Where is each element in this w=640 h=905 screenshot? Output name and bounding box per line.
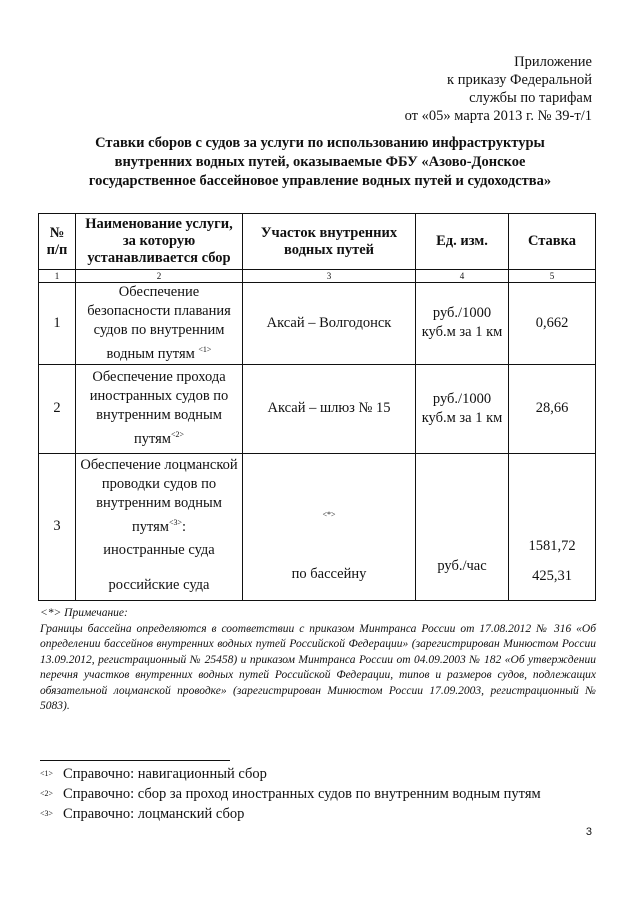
note-label: <*> Примечание: xyxy=(40,607,128,619)
row-number: 2 xyxy=(39,364,76,453)
footnote-mark: <1> xyxy=(198,345,212,354)
page-number: 3 xyxy=(585,826,592,838)
appendix-line: Приложение xyxy=(514,54,592,70)
rate-cell: 28,66 xyxy=(509,364,596,453)
service-cell xyxy=(76,453,243,600)
header-num: № п/п xyxy=(39,214,76,270)
column-number: 3 xyxy=(243,270,416,283)
document-title xyxy=(40,134,600,191)
header-service: Наименование услуги, за которую устанавливается сбор xyxy=(76,214,243,270)
note-text: Границы бассейна определяются в соответствии с приказом Минтранса России от 17.08.2012 № 316 «Об определении бассейнов внутренних водных путей Российской Федерации» (зарегистрирован Минюстом России 13.09.2012, регистрационный № 25458) и приказом Минтранса России от 04.09.2003 № 182 «Об утверждении перечня участков внутренних водных путей Российской Федерации, типов и размеров судов, подлежащих обязательной лоцманской проводке» (зарегистрирован Минюстом России 17.09.2003, регистрационный № 5083). xyxy=(40,622,596,712)
rate-cell xyxy=(509,453,596,600)
unit-cell xyxy=(416,453,509,600)
rate-cell: 0,662 xyxy=(509,283,596,365)
header-area: Участок внутренних водных путей xyxy=(243,214,416,270)
column-number-row xyxy=(39,270,596,283)
footnote-mark: <*> xyxy=(322,509,336,519)
table-row xyxy=(39,364,596,453)
rate-foreign: 1581,72 xyxy=(528,537,576,554)
table-row xyxy=(39,283,596,365)
table-header-row xyxy=(39,214,596,270)
area-text: по бассейну xyxy=(291,565,367,582)
row-number: 1 xyxy=(39,283,76,365)
footnote-item xyxy=(40,764,541,784)
footnote-mark: <2> xyxy=(170,430,185,440)
rates-table xyxy=(38,213,596,601)
header-rate: Ставка xyxy=(509,214,596,270)
footnote-mark: <3> xyxy=(168,517,182,527)
column-number: 2 xyxy=(76,270,243,283)
footnote-mark: <1> xyxy=(40,769,54,778)
rate-russian: 425,31 xyxy=(532,567,572,584)
note-block xyxy=(40,606,596,715)
footnote-text: Справочно: лоцманский сбор xyxy=(63,806,245,822)
sub-foreign-vessels: иностранные суда xyxy=(103,541,215,558)
footnote-divider xyxy=(40,760,230,761)
footnote-mark: <3> xyxy=(40,809,54,818)
footnote-item xyxy=(40,784,541,804)
footnote-text: Справочно: сбор за проход иностранных судов по внутренним водным путям xyxy=(63,786,541,802)
appendix-line: к приказу Федеральной xyxy=(447,72,592,88)
header-unit: Ед. изм. xyxy=(416,214,509,270)
column-number: 5 xyxy=(509,270,596,283)
title-line: Ставки сборов с судов за услуги по использованию инфраструктуры xyxy=(95,135,545,151)
table-row xyxy=(39,453,596,600)
title-line: внутренних водных путей, оказываемые ФБУ «Азово-Донское xyxy=(114,154,526,170)
service-name: Обеспечение прохода иностранных судов по внутренним водным путям xyxy=(89,369,229,448)
footnote-item xyxy=(40,804,541,824)
row-number: 3 xyxy=(39,453,76,600)
service-cell xyxy=(76,283,243,365)
appendix-date-line: от «05» марта 2013 г. № 39-т/1 xyxy=(404,108,592,124)
sub-russian-vessels: российские суда xyxy=(108,576,210,593)
column-number: 4 xyxy=(416,270,509,283)
footnotes xyxy=(40,764,541,824)
appendix-line: службы по тарифам xyxy=(469,90,592,106)
appendix-reference xyxy=(332,53,592,125)
area-cell: Аксай – шлюз № 15 xyxy=(243,364,416,453)
unit-cell: руб./1000 куб.м за 1 км xyxy=(416,364,509,453)
footnote-mark: <2> xyxy=(40,789,54,798)
column-number: 1 xyxy=(39,270,76,283)
footnote-text: Справочно: навигационный сбор xyxy=(63,766,267,782)
service-suffix: : xyxy=(182,518,187,535)
service-name: Обеспечение безопасности плавания судов по внутренним водным путям xyxy=(87,284,231,362)
area-cell xyxy=(243,453,416,600)
service-name: Обеспечение лоцманской проводки судов по внутренним водным путям xyxy=(80,456,238,535)
title-line: государственное бассейновое управление водных путей и судоходства» xyxy=(88,173,552,189)
unit-text: руб./час xyxy=(437,557,487,574)
unit-cell: руб./1000 куб.м за 1 км xyxy=(416,283,509,365)
service-cell xyxy=(76,364,243,453)
area-cell: Аксай – Волгодонск xyxy=(243,283,416,365)
